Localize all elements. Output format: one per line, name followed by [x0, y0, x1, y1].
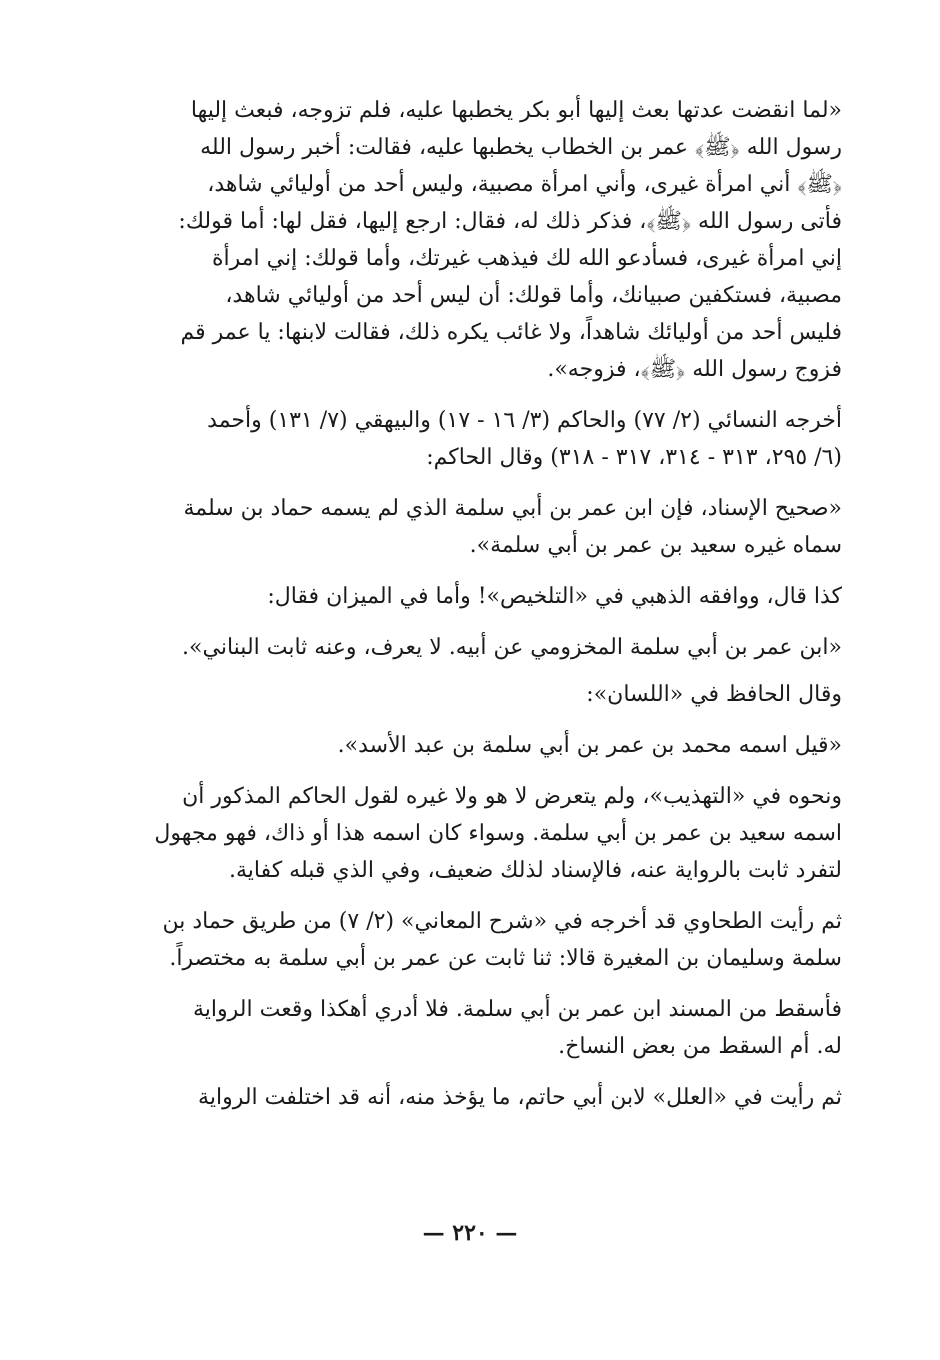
- comment-paragraph: [130, 1079, 842, 1116]
- page-number: — ٢٢٠ —: [422, 1220, 518, 1246]
- comment-paragraph: [130, 578, 842, 615]
- text-line: سماه غيره سعيد بن عمر بن أبي سلمة».: [469, 533, 842, 558]
- text-line: له. أم السقط من بعض النساخ.: [558, 1034, 842, 1059]
- text-line: مصبية، فستكفين صبيانك، وأما قولك: أن ليس أحد من أوليائي شاهد،: [225, 283, 842, 308]
- text-line: ثم رأيت الطحاوي قد أخرجه في «شرح المعاني» (٢/ ٧) من طريق حماد بن: [162, 909, 842, 934]
- text-line: «لما انقضت عدتها بعث إليها أبو بكر يخطبها عليه، فلم تزوجه، فبعث إليها: [190, 98, 842, 123]
- text-line: ونحوه في «التهذيب»، ولم يتعرض لا هو ولا غيره لقول الحاكم المذكور أن: [182, 784, 842, 809]
- text-line: (٦/ ٢٩٥، ٣١٣ - ٣١٤، ٣١٧ - ٣١٨) وقال الحاكم:: [426, 445, 842, 470]
- text-line: فزوج رسول الله ﴿ﷺ﴾، فزوجه».: [547, 357, 842, 382]
- text-line: فليس أحد من أوليائك شاهداً، ولا غائب يكره ذلك، فقالت لابنها: يا عمر قم: [180, 320, 842, 345]
- comment-paragraph: [130, 991, 842, 1065]
- text-line: وقال الحافظ في «اللسان»:: [586, 682, 842, 707]
- quote-paragraph: [130, 629, 842, 666]
- text-line: «صحيح الإسناد، فإن ابن عمر بن أبي سلمة الذي لم يسمه حماد بن سلمة: [183, 496, 842, 521]
- text-line: ثم رأيت في «العلل» لابن أبي حاتم، ما يؤخذ منه، أنه قد اختلفت الرواية: [198, 1085, 842, 1110]
- hadith-text-paragraph: [130, 92, 842, 388]
- comment-paragraph: [130, 778, 842, 889]
- text-line: لتفرد ثابت بالرواية عنه، فالإسناد لذلك ضعيف، وفي الذي قبله كفاية.: [228, 858, 842, 883]
- text-line: فأتى رسول الله ﴿ﷺ﴾، فذكر ذلك له، فقال: ارجع إليها، فقل لها: أما قولك:: [178, 209, 842, 234]
- takhrij-paragraph: [130, 402, 842, 476]
- text-line: إني امرأة غيرى، فسأدعو الله لك فيذهب غيرتك، وأما قولك: إني امرأة: [211, 246, 842, 271]
- text-line: «قيل اسمه محمد بن عمر بن أبي سلمة بن عبد الأسد».: [337, 733, 842, 758]
- text-line: سلمة وسليمان بن المغيرة قالا: ثنا ثابت عن عمر بن أبي سلمة به مختصراً.: [169, 946, 842, 971]
- text-line: فأسقط من المسند ابن عمر بن أبي سلمة. فلا أدري أهكذا وقعت الرواية: [193, 997, 842, 1022]
- text-line: اسمه سعيد بن عمر بن أبي سلمة. وسواء كان اسمه هذا أو ذاك، فهو مجهول: [154, 821, 842, 846]
- comment-paragraph: [130, 676, 842, 713]
- quote-paragraph: [130, 727, 842, 764]
- page-body: [130, 92, 842, 1116]
- text-line: ﴿ﷺ﴾ أني امرأة غيرى، وأني امرأة مصبية، وليس أحد من أوليائي شاهد،: [207, 172, 842, 197]
- comment-paragraph: [130, 903, 842, 977]
- text-line: كذا قال، ووافقه الذهبي في «التلخيص»! وأما في الميزان فقال:: [267, 584, 842, 609]
- text-line: أخرجه النسائي (٢/ ٧٧) والحاكم (٣/ ١٦ - ١٧) والبيهقي (٧/ ١٣١) وأحمد: [207, 408, 842, 433]
- quote-paragraph: [130, 490, 842, 564]
- text-line: «ابن عمر بن أبي سلمة المخزومي عن أبيه. لا يعرف، وعنه ثابت البناني».: [182, 635, 842, 660]
- text-line: رسول الله ﴿ﷺ﴾ عمر بن الخطاب يخطبها عليه، فقالت: أخبر رسول الله: [200, 135, 842, 160]
